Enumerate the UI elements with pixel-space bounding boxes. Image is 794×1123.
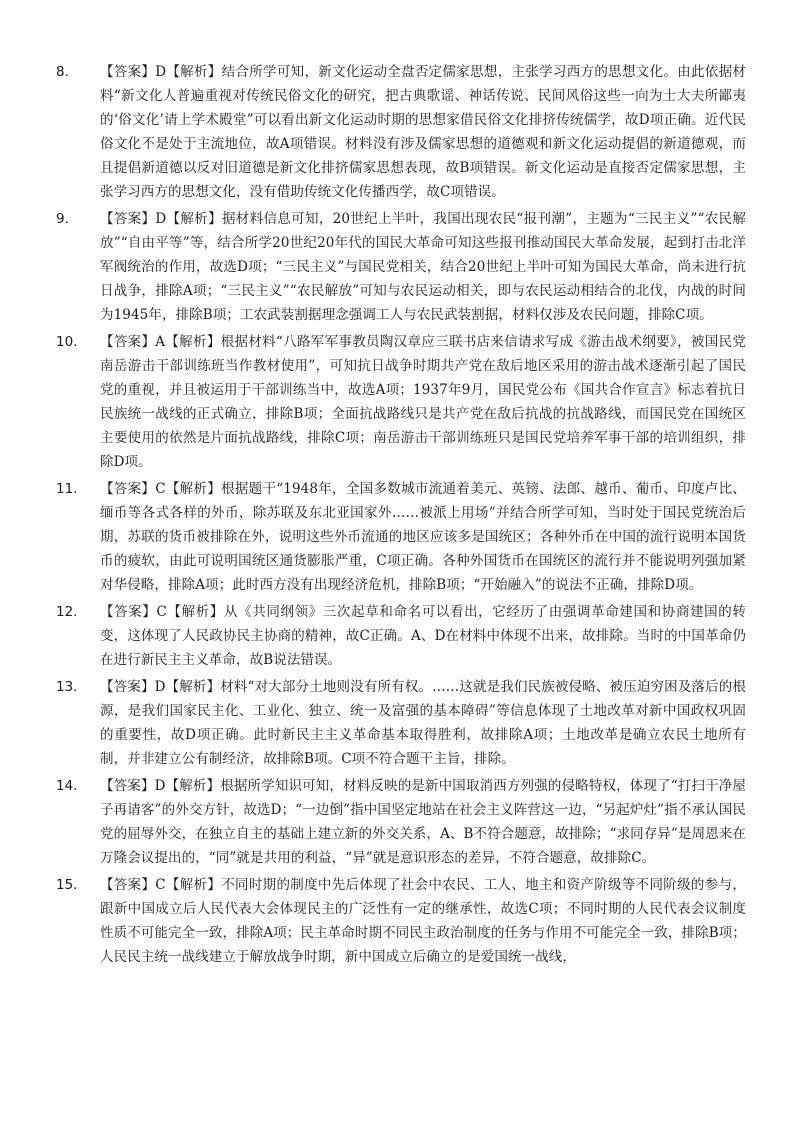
question-number: 10. (56, 334, 78, 350)
explanation-label: 【解析】 (166, 604, 224, 620)
answer-item-12 (56, 600, 746, 672)
question-number: 13. (56, 679, 78, 695)
explanation-label: 【解析】 (165, 877, 222, 893)
question-number: 12. (56, 604, 78, 620)
explanation-text: 据材料信息可知，20世纪上半叶，我国出现农民“报刊潮”，主题为“三民主义”“农民解放”“自由平等”等，结合所学20世纪20年代的国民大革命可知这些报刊推动国民大革命发展，起到打击北洋军阀统治的作用，故选D项；“三民主义”与国民党相关，结合20世纪上半叶可知为国民大革命，尚未进行抗日战争，排除A项；“三民主义”“农民解放”可知与农民运动相关，即与农民运动相结合的北伐，内战的时间为1945年，排除B项；工农武装割据理念强调工人与农民武装割据，材料仅涉及农民问题，排除C项。 (100, 211, 746, 323)
answer-choice: D (154, 679, 166, 695)
explanation-text: 材料“对大部分土地则没有所有权。……这就是我们民族被侵略、被压迫穷困及落后的根源，是我们国家民主化、工业化、独立、统一及富强的基本障碍”等信息体现了土地改革对新中国政权巩固的重要性，故D项正确。此时新民主主义革命基本取得胜利，故排除A项；土地改革是确立农民土地所有制，并非建立公有制经济，故排除B项。C项不符合题干主旨，排除。 (100, 679, 746, 767)
answer-choice: C (155, 877, 166, 893)
explanation-text: 从《共同纲领》三次起草和命名可以看出，它经历了由强调革命建国和协商建国的转变，这体现了人民政协民主协商的精神，故C正确。A、D在材料中体现不出来，故排除。当时的中国革命仍在进行新民主主义革命，故B说法错误。 (100, 604, 747, 668)
answer-item-14 (56, 774, 746, 870)
question-number: 8. (56, 64, 69, 80)
answer-item-15 (56, 873, 746, 969)
answer-label: 【答案】 (100, 877, 156, 893)
answer-body (100, 330, 746, 474)
answer-item-11 (56, 477, 746, 597)
explanation-text: 根据题干“1948年，全国多数城市流通着美元、英镑、法郎、越币、葡币、印度卢比、缅币等各式各样的外币，除苏联及东北亚国家外……被派上用场”并结合所学可知，当时处于国民党统治后期，苏联的货币被排除在外，说明这些外币流通的地区应该多是国统区；各种外币在中国的流行说明本国货币的疲软，由此可说明国统区通货膨胀严重，C项正确。各种外国货币在国统区的流行并不能说明列强加紧对华侵略，排除A项；此时西方没有出现经济危机，排除B项；“开始融入”的说法不正确，排除D项。 (100, 481, 746, 593)
explanation-label: 【解析】 (165, 679, 221, 695)
answer-body (100, 60, 746, 204)
explanation-label: 【解析】 (165, 778, 221, 794)
answer-label: 【答案】 (100, 679, 155, 695)
answer-body (100, 477, 746, 597)
answer-label: 【答案】 (100, 211, 156, 227)
explanation-text: 结合所学可知，新文化运动全盘否定儒家思想，主张学习西方的思想文化。由此依据材料“新文化人普遍重视对传统民俗文化的研究，把古典歌谣、神话传说、民间风俗这些一向为士大夫所鄙夷的‘俗文化’请上学术殿堂”可以看出新文化运动时期的思想家借民俗文化排挤传统儒学，故D项正确。近代民俗文化不是处于主流地位，故A项错误。材料没有涉及儒家思想的道德观和新文化运动提倡的新道德观，而且提倡新道德以反对旧道德是新文化排挤儒家思想表现，故B项错误。新文化运动是直接否定儒家思想，主张学习西方的思想文化，没有借助传统文化传播西学，故C项错误。 (100, 64, 746, 200)
answer-choice: D (154, 778, 166, 794)
answer-choice: D (155, 64, 167, 80)
answer-label: 【答案】 (100, 64, 156, 80)
answer-item-9 (56, 207, 746, 327)
explanation-label: 【解析】 (166, 64, 222, 80)
answer-label: 【答案】 (100, 778, 155, 794)
answer-choice: C (156, 604, 167, 620)
answer-item-13 (56, 675, 746, 771)
answer-choice: A (155, 334, 166, 350)
answer-body (100, 207, 746, 327)
explanation-text: 根据所学知识可知，材料反映的是新中国取消西方列强的侵略特权，体现了“打扫干净屋子再请客”的外交方针，故选D；“一边倒”指中国坚定地站在社会主义阵营这一边，“另起炉灶”指不承认国民党的屈辱外交，在独立自主的基础上建立新的外交关系，A、B不符合题意，故排除；“求同存异”是周恩来在万隆会议提出的，“同”就是共用的利益，“异”就是意识形态的差异，不符合题意，故排除C。 (100, 778, 746, 866)
answer-label: 【答案】 (100, 604, 157, 620)
answer-item-10 (56, 330, 746, 474)
answer-body (100, 675, 746, 771)
answer-body (100, 873, 746, 969)
answer-body (100, 774, 746, 870)
answer-choice: C (155, 481, 166, 497)
answer-choice: D (155, 211, 167, 227)
answer-label: 【答案】 (100, 481, 156, 497)
question-number: 9. (56, 211, 69, 227)
answer-item-8 (56, 60, 746, 204)
question-number: 11. (56, 481, 78, 497)
explanation-label: 【解析】 (165, 481, 222, 497)
question-number: 15. (56, 877, 78, 893)
explanation-text: 不同时期的制度中先后体现了社会中农民、工人、地主和资产阶级等不同阶级的参与，跟新中国成立后人民代表大会体现民主的广泛性有一定的继承性，故选C项；不同时期的人民代表会议制度性质不可能完全一致，排除A项；民主革命时期不同民主政治制度的任务与作用不可能完全一致，排除B项；人民民主统一战线建立于解放战争时期，新中国成立后确立的是爱国统一战线， (100, 877, 746, 965)
answer-body (100, 600, 746, 672)
answer-label: 【答案】 (100, 334, 156, 350)
question-number: 14. (56, 778, 78, 794)
explanation-text: 根据材料“八路军军事教员陶汉章应三联书店来信请求写成《游击战术纲要》，被国民党南岳游击干部训练班当作教材使用”，可知抗日战争时期共产党在敌后地区采用的游击战术逐渐引起了国民党的重视，并且被运用于干部训练当中，故选A项；1937年9月，国民党公布《国共合作宣言》标志着抗日民族统一战线的正式确立，排除B项；全面抗战路线只是共产党在敌后抗战的抗战路线，而国民党在国统区主要使用的依然是片面抗战路线，排除C项；南岳游击干部训练班只是国民党培养军事干部的培训组织，排除D项。 (100, 334, 746, 470)
explanation-label: 【解析】 (165, 334, 221, 350)
explanation-label: 【解析】 (166, 211, 222, 227)
answer-explanations (56, 60, 746, 972)
